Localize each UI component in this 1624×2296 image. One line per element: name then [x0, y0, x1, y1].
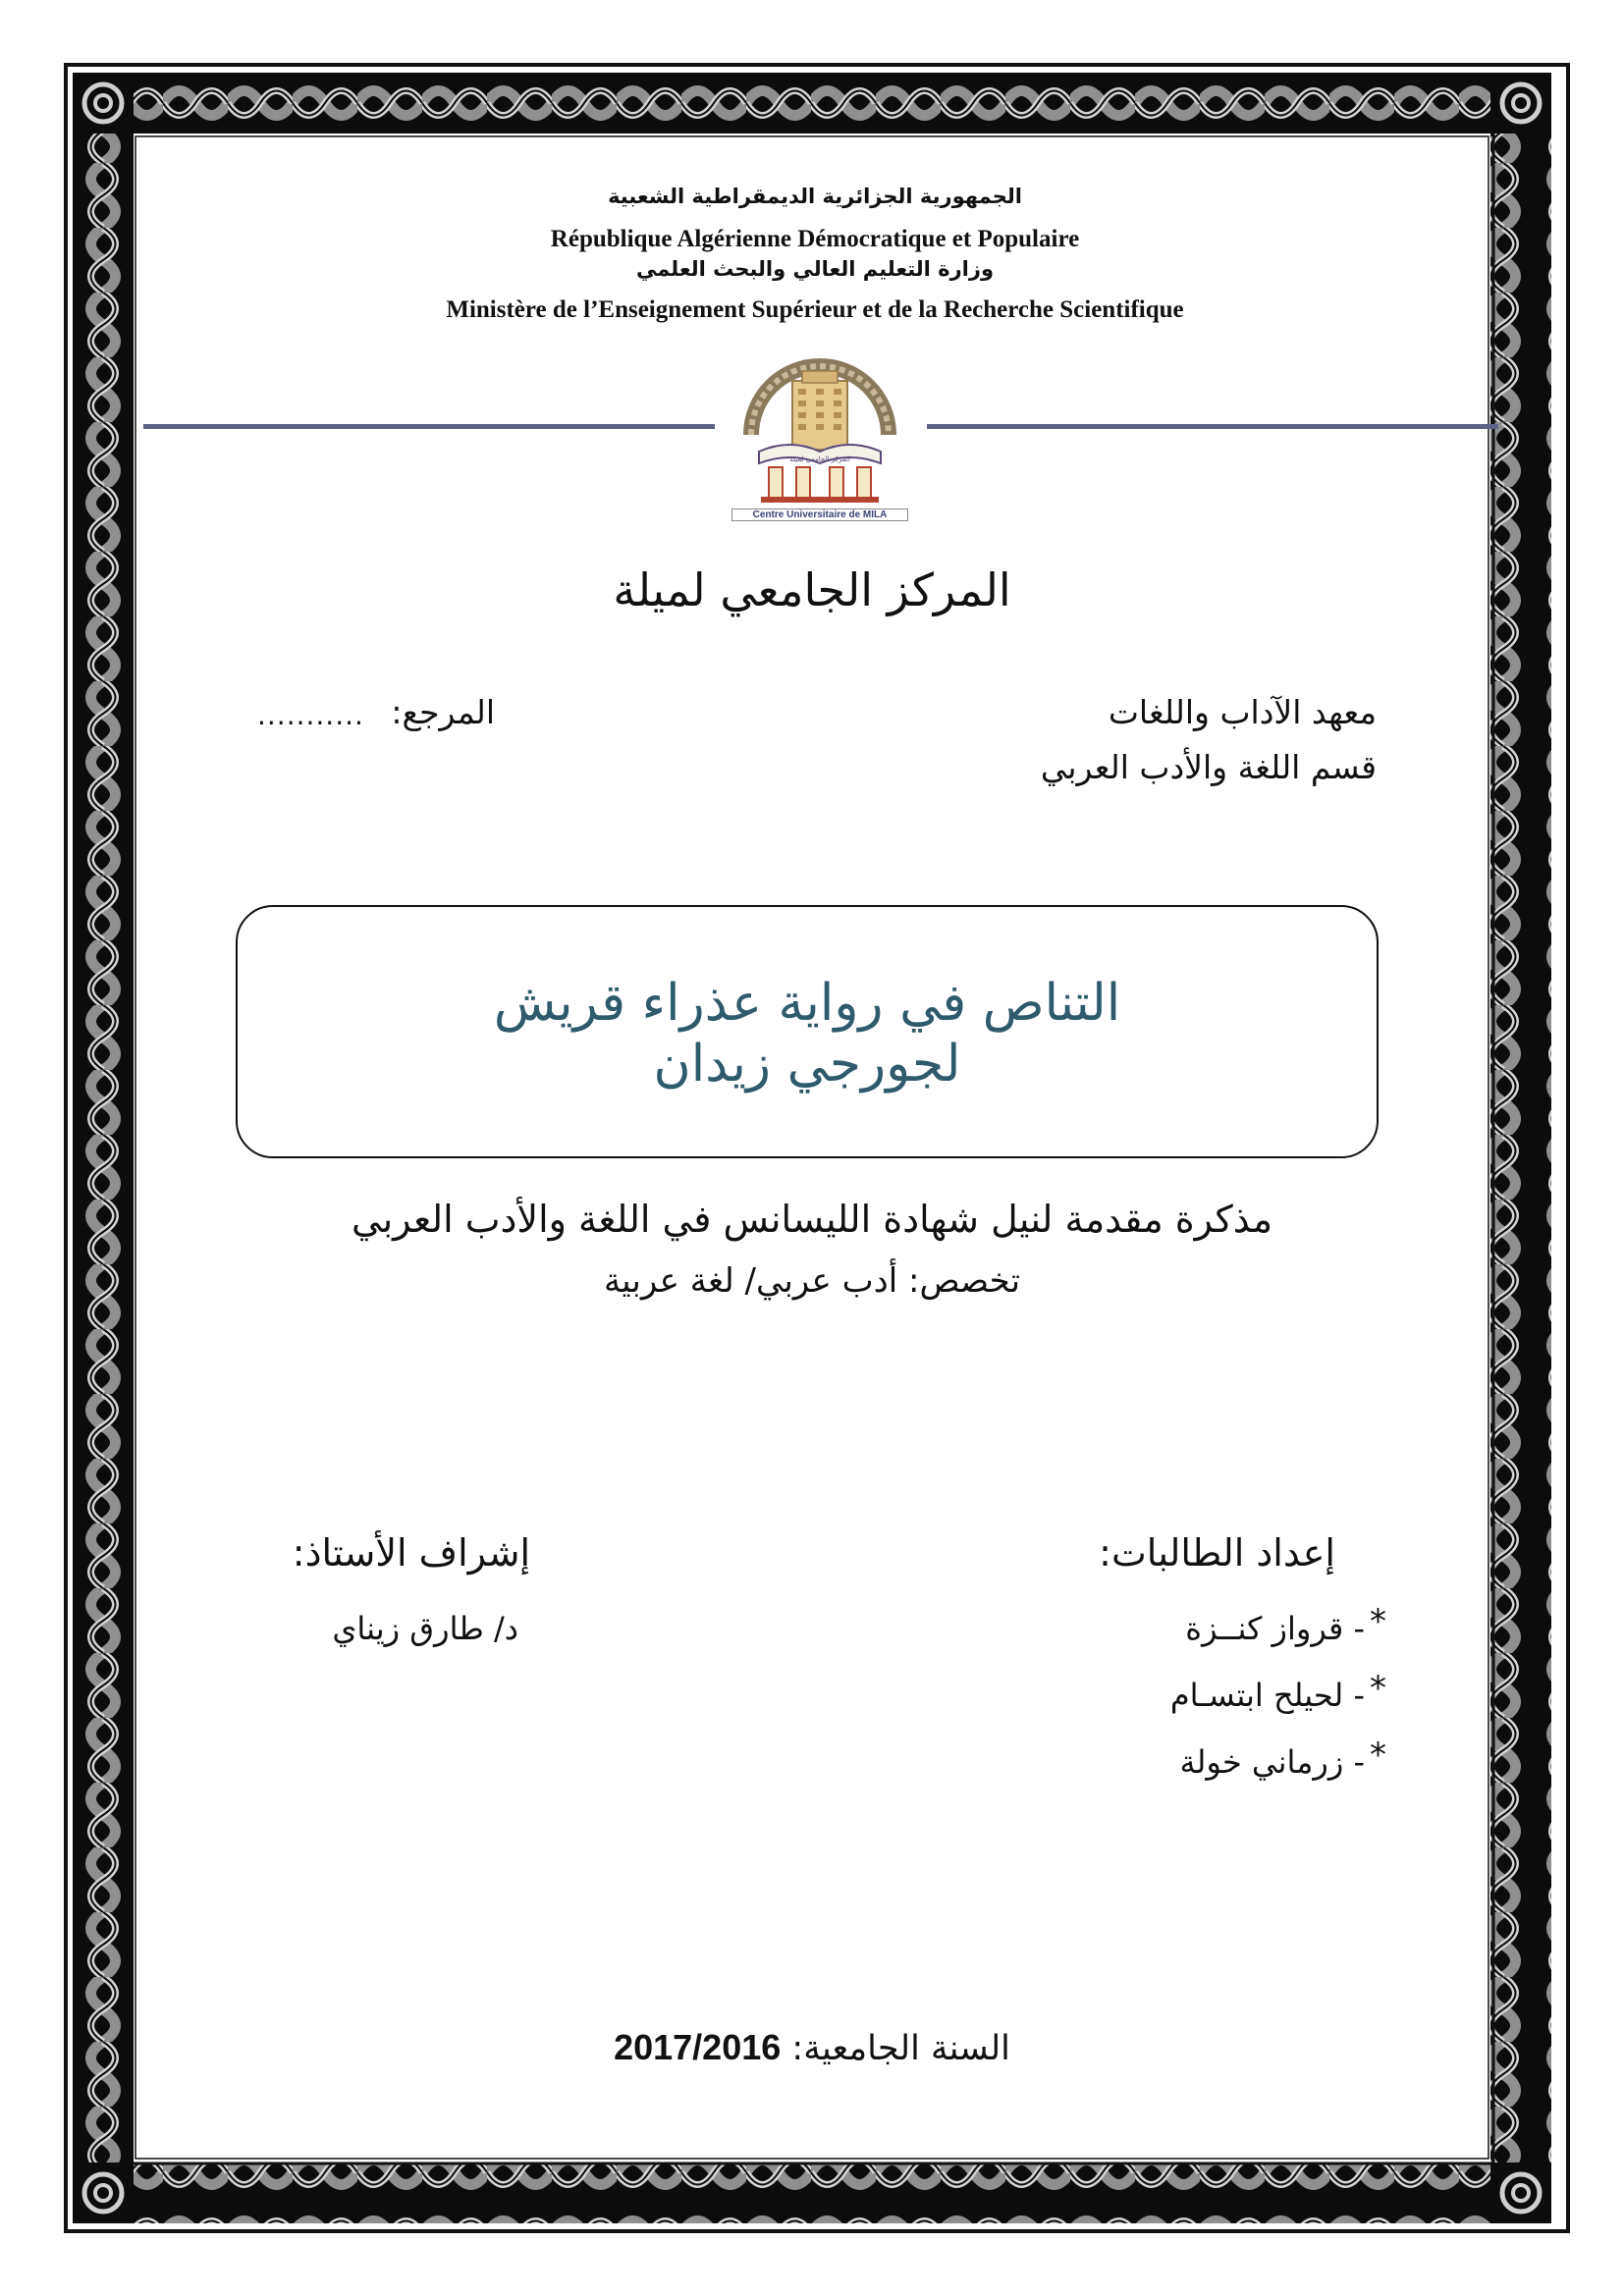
republic-name-ar: الجمهورية الجزائرية الديمقراطية الشعبية	[608, 185, 1022, 208]
student-name-2: - لحيلح ابتسـام	[1169, 1677, 1365, 1714]
logo-emblem-icon	[731, 342, 908, 508]
academic-year-label: السنة الجامعية:	[791, 2029, 1010, 2068]
university-logo	[731, 342, 908, 528]
supervisor-label: إشراف الأستاذ:	[292, 1531, 530, 1575]
academic-year	[321, 2027, 1303, 2068]
corner-ornament-top-right	[1490, 73, 1551, 133]
logo-caption: Centre Universitaire de MILA	[731, 508, 908, 521]
ministry-name-fr: Ministère de l’Enseignement Supérieur et de la Recherche Scientifique	[446, 296, 1184, 323]
republic-name-fr: République Algérienne Démocratique et Populaire	[550, 226, 1080, 252]
student-marker-2: *	[1370, 1669, 1386, 1708]
thesis-title-line-1: التناص في رواية عذراء قريش	[493, 974, 1121, 1033]
center-name: المركز الجامعي لميلة	[613, 563, 1011, 616]
academic-year-value: 2017/2016	[614, 2027, 782, 2067]
memo-statement: مذكرة مقدمة لنيل شهادة الليسانس في اللغة والأدب العربي	[351, 1198, 1273, 1241]
student-marker-1: *	[1370, 1602, 1386, 1641]
supervisor-name: د/ طارق زيناي	[332, 1610, 518, 1647]
corner-ornament-top-left	[73, 73, 134, 133]
ministry-name-ar: وزارة التعليم العالي والبحث العلمي	[635, 257, 995, 281]
institute-name: معهد الآداب واللغات	[1108, 693, 1377, 731]
header-rule-left	[143, 424, 715, 429]
thesis-title-line-2: لجورجي زيدان	[653, 1035, 961, 1094]
department-name: قسم اللغة والأدب العربي	[1040, 748, 1377, 786]
student-name-1: - قرواز كنــزة	[1185, 1610, 1365, 1647]
reference-label: المرجع:	[391, 693, 495, 731]
corner-ornament-bottom-left	[73, 2163, 134, 2223]
header-rule-right	[927, 424, 1498, 429]
specialty-line: تخصص: أدب عربي/ لغة عربية	[603, 1261, 1021, 1301]
thesis-title-box	[236, 905, 1379, 1158]
students-label: إعداد الطالبات:	[1099, 1531, 1335, 1575]
student-marker-3: *	[1370, 1735, 1386, 1775]
reference-value: ...........	[257, 699, 364, 731]
corner-ornament-bottom-right	[1490, 2163, 1551, 2223]
student-name-3: - زرماني خولة	[1179, 1743, 1365, 1781]
logo-banner-text: المركز الجامعي لميلة	[789, 455, 850, 463]
